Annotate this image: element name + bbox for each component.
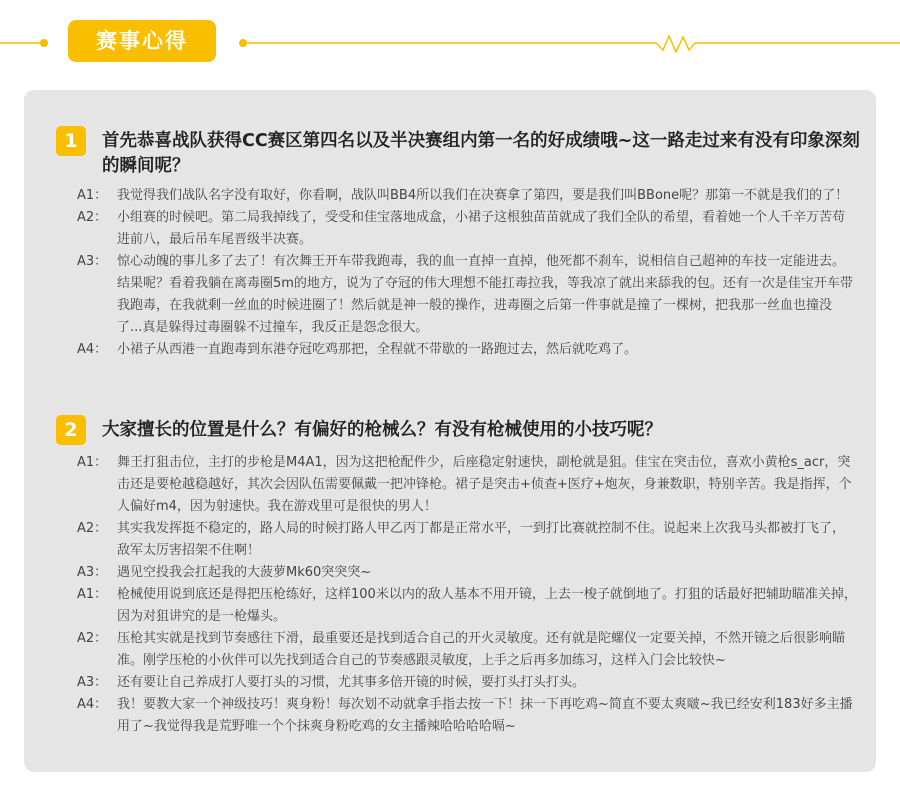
section-header — [0, 0, 900, 80]
answer-text: 我！要教大家一个神级技巧！爽身粉！每次划不动就拿手指去按一下！抹一下再吃鸡~简直不要太爽啵~我已经安利183好多主播用了~我觉得我是荒野唯一个个抹爽身粉吃鸡的女主播辣哈哈哈哈嗝~ — [117, 697, 853, 734]
answer-text: 还有要让自己养成打人要打头的习惯，尤其事多倍开镜的时候，要打头打头打头。 — [117, 675, 586, 690]
question-text: 大家擅长的位置是什么？有偏好的枪械么？有没有枪械使用的小技巧呢？ — [102, 420, 662, 440]
answer-text: 遇见空投我会扛起我的大菠萝Mk60突突突~ — [117, 565, 372, 580]
answer-text: 枪械使用说到底还是得把压枪练好，这样100米以内的敌人基本不用开镜，上去一梭子就倒地了。打狙的话最好把辅助瞄准关掉，因为对狙讲究的是一枪爆头。 — [117, 587, 857, 624]
answer-list-2 — [77, 452, 857, 738]
question-number: 1 — [56, 126, 86, 156]
answer-text: 我觉得我们战队名字没有取好，你看啊，战队叫BB4所以我们在决赛拿了第四，要是我们叫BBone呢？那第一不就是我们的了！ — [117, 188, 849, 203]
answer-text: 惊心动魄的事儿多了去了！有次舞王开车带我跑毒，我的血一直掉一直掉，他死都不刹车，说相信自己超神的车技一定能进去。结果呢？看着我躺在离毒圈5m的地方，说为了夺冠的伟大理想不能扛毒拉我，等我凉了就出来舔我的包。还有一次是佳宝开车带我跑毒，在我就剩一丝血的时候进圈了！然后就是神一般的操作，进毒圈之后第一件事就是撞了一棵树，把我那一丝血也撞没了...真是躲得过毒圈躲不过撞车，我反正是怨念很大。 — [117, 254, 853, 335]
answer-item — [77, 251, 857, 339]
answer-item — [77, 562, 857, 584]
answer-label: A1： — [77, 188, 108, 203]
question-number: 2 — [56, 415, 86, 445]
answer-label: A3： — [77, 254, 108, 269]
answer-label: A2： — [77, 521, 108, 536]
qa-card — [24, 90, 876, 772]
answer-item — [77, 672, 857, 694]
answer-text: 压枪其实就是找到节奏感往下滑，最重要还是找到适合自己的开火灵敏度。还有就是陀螺仪一定要关掉，不然开镜之后很影响瞄准。刚学压枪的小伙伴可以先找到适合自己的节奏感跟灵敏度，上手之后再多加练习，这样入门会比较快~ — [117, 631, 846, 668]
answer-item — [77, 584, 857, 628]
answer-label: A2： — [77, 631, 108, 646]
answer-label: A3： — [77, 675, 108, 690]
section-title-badge: 赛事心得 — [68, 20, 216, 62]
answer-list-1 — [77, 185, 857, 361]
answer-item — [77, 207, 857, 251]
answer-item — [77, 518, 857, 562]
answer-label: A1： — [77, 587, 108, 602]
answer-text: 小组赛的时候吧。第二局我掉线了，受受和佳宝落地成盒，小裙子这根独苗苗就成了我们全队的希望，看着她一个人千辛万苦苟进前八，最后吊车尾晋级半决赛。 — [117, 210, 846, 247]
answer-item — [77, 339, 857, 361]
answer-label: A4： — [77, 697, 108, 712]
answer-item — [77, 452, 857, 518]
answer-label: A4： — [77, 342, 108, 357]
answer-item — [77, 694, 857, 738]
answer-text: 其实我发挥挺不稳定的，路人局的时候打路人甲乙丙丁都是正常水平，一到打比赛就控制不住。说起来上次我马头都被打飞了，敌军太厉害招架不住啊！ — [117, 521, 846, 558]
answer-item — [77, 628, 857, 672]
question-text: 首先恭喜战队获得CC赛区第四名以及半决赛组内第一名的好成绩哦~这一路走过来有没有印象深刻的瞬间呢？ — [102, 131, 860, 176]
answer-label: A1： — [77, 455, 108, 470]
answer-item — [77, 185, 857, 207]
answer-text: 舞王打狙击位，主打的步枪是M4A1，因为这把枪配件少，后座稳定射速快，副枪就是狙。佳宝在突击位，喜欢小黄枪s_acr，突击还是要枪越稳越好，其次会因队伍需要佩戴一把冲锋枪。裙子是突击+侦查+医疗+炮灰，身兼数职，特别辛苦。我是指挥，个人偏好m4，因为射速快。我在游戏里可是很快的男人！ — [117, 455, 852, 514]
answer-text: 小裙子从西港一直跑毒到东港夺冠吃鸡那把，全程就不带歇的一路跑过去，然后就吃鸡了。 — [117, 342, 638, 357]
answer-label: A2： — [77, 210, 108, 225]
answer-label: A3： — [77, 565, 108, 580]
